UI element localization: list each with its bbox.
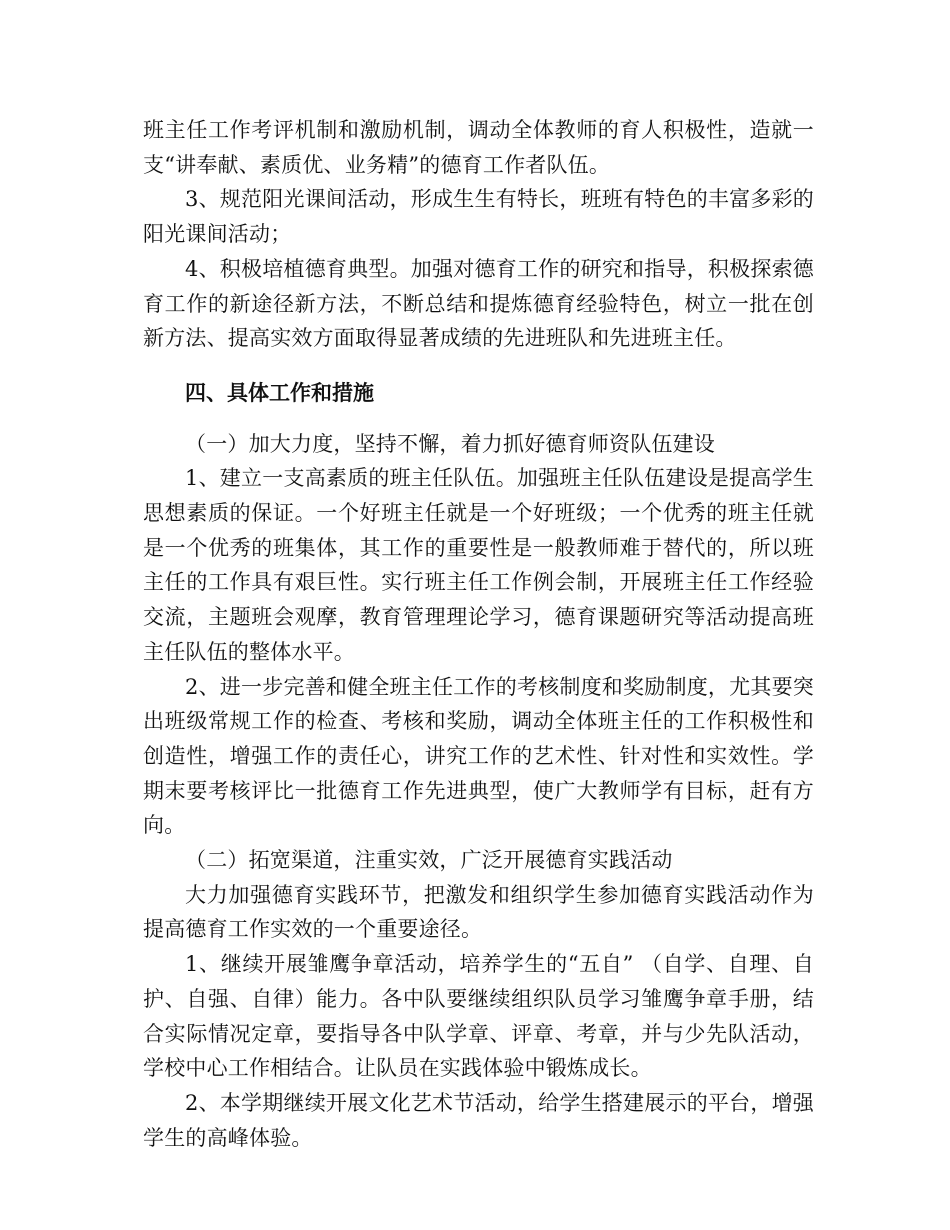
paragraph-sub1-item-2: 2、进一步完善和健全班主任工作的考核制度和奖励制度，尤其要突出班级常规工作的检查、考核和奖励，调动全体班主任的工作积极性和创造性，增强工作的责任心，讲究工作的艺术性、针对性和实效性。学期末要考核评比一批德育工作先进典型，使广大教师学有目标，赶有方向。 (143, 674, 814, 838)
paragraph-item-3: 3、规范阳光课间活动，形成生生有特长，班班有特色的丰富多彩的阳光课间活动； (143, 187, 814, 247)
document-body (143, 113, 814, 1155)
paragraph-sub2-item-1: 1、继续开展雏鹰争章活动，培养学生的“五自” （自学、自理、自护、自强、自律）能力。各中队要继续组织队员学习雏鹰争章手册，结合实际情况定章，要指导各中队学章、评章、考章，并与少先队活动，学校中心工作相结合。让队员在实践体验中锻炼成长。 (143, 952, 814, 1081)
paragraph-item-4: 4、积极培植德育典型。加强对德育工作的研究和指导，积极探索德育工作的新途径新方法，不断总结和提炼德育经验特色，树立一批在创新方法、提高实效方面取得显著成绩的先进班队和先进班主任。 (143, 256, 814, 351)
spacer (143, 356, 814, 376)
paragraph-sub1-item-1: 1、建立一支高素质的班主任队伍。加强班主任队伍建设是提高学生思想素质的保证。一个好班主任就是一个好班级；一个优秀的班主任就是一个优秀的班集体，其工作的重要性是一般教师难于替代的，所以班主任的工作具有艰巨性。实行班主任工作例会制，开展班主任工作经验交流，主题班会观摩，教育管理理论学习，德育课题研究等活动提高班主任队伍的整体水平。 (143, 466, 814, 664)
subsection-heading-1: （一）加大力度，坚持不懈，着力抓好德育师资队伍建设 (185, 431, 715, 456)
paragraph-sub2-intro: 大力加强德育实践环节，把激发和组织学生参加德育实践活动作为提高德育工作实效的一个重要途径。 (143, 882, 814, 942)
subsection-heading-2: （二）拓宽渠道，注重实效，广泛开展德育实践活动 (185, 848, 673, 873)
section-heading: 四、具体工作和措施 (185, 379, 374, 405)
spacer (143, 411, 814, 427)
paragraph-sub2-item-2: 2、本学期继续开展文化艺术节活动，给学生搭建展示的平台，增强学生的高峰体验。 (143, 1090, 814, 1150)
paragraph-continued: 班主任工作考评机制和激励机制，调动全体教师的育人积极性，造就一支“讲奉献、素质优、业务精”的德育工作者队伍。 (143, 118, 814, 177)
